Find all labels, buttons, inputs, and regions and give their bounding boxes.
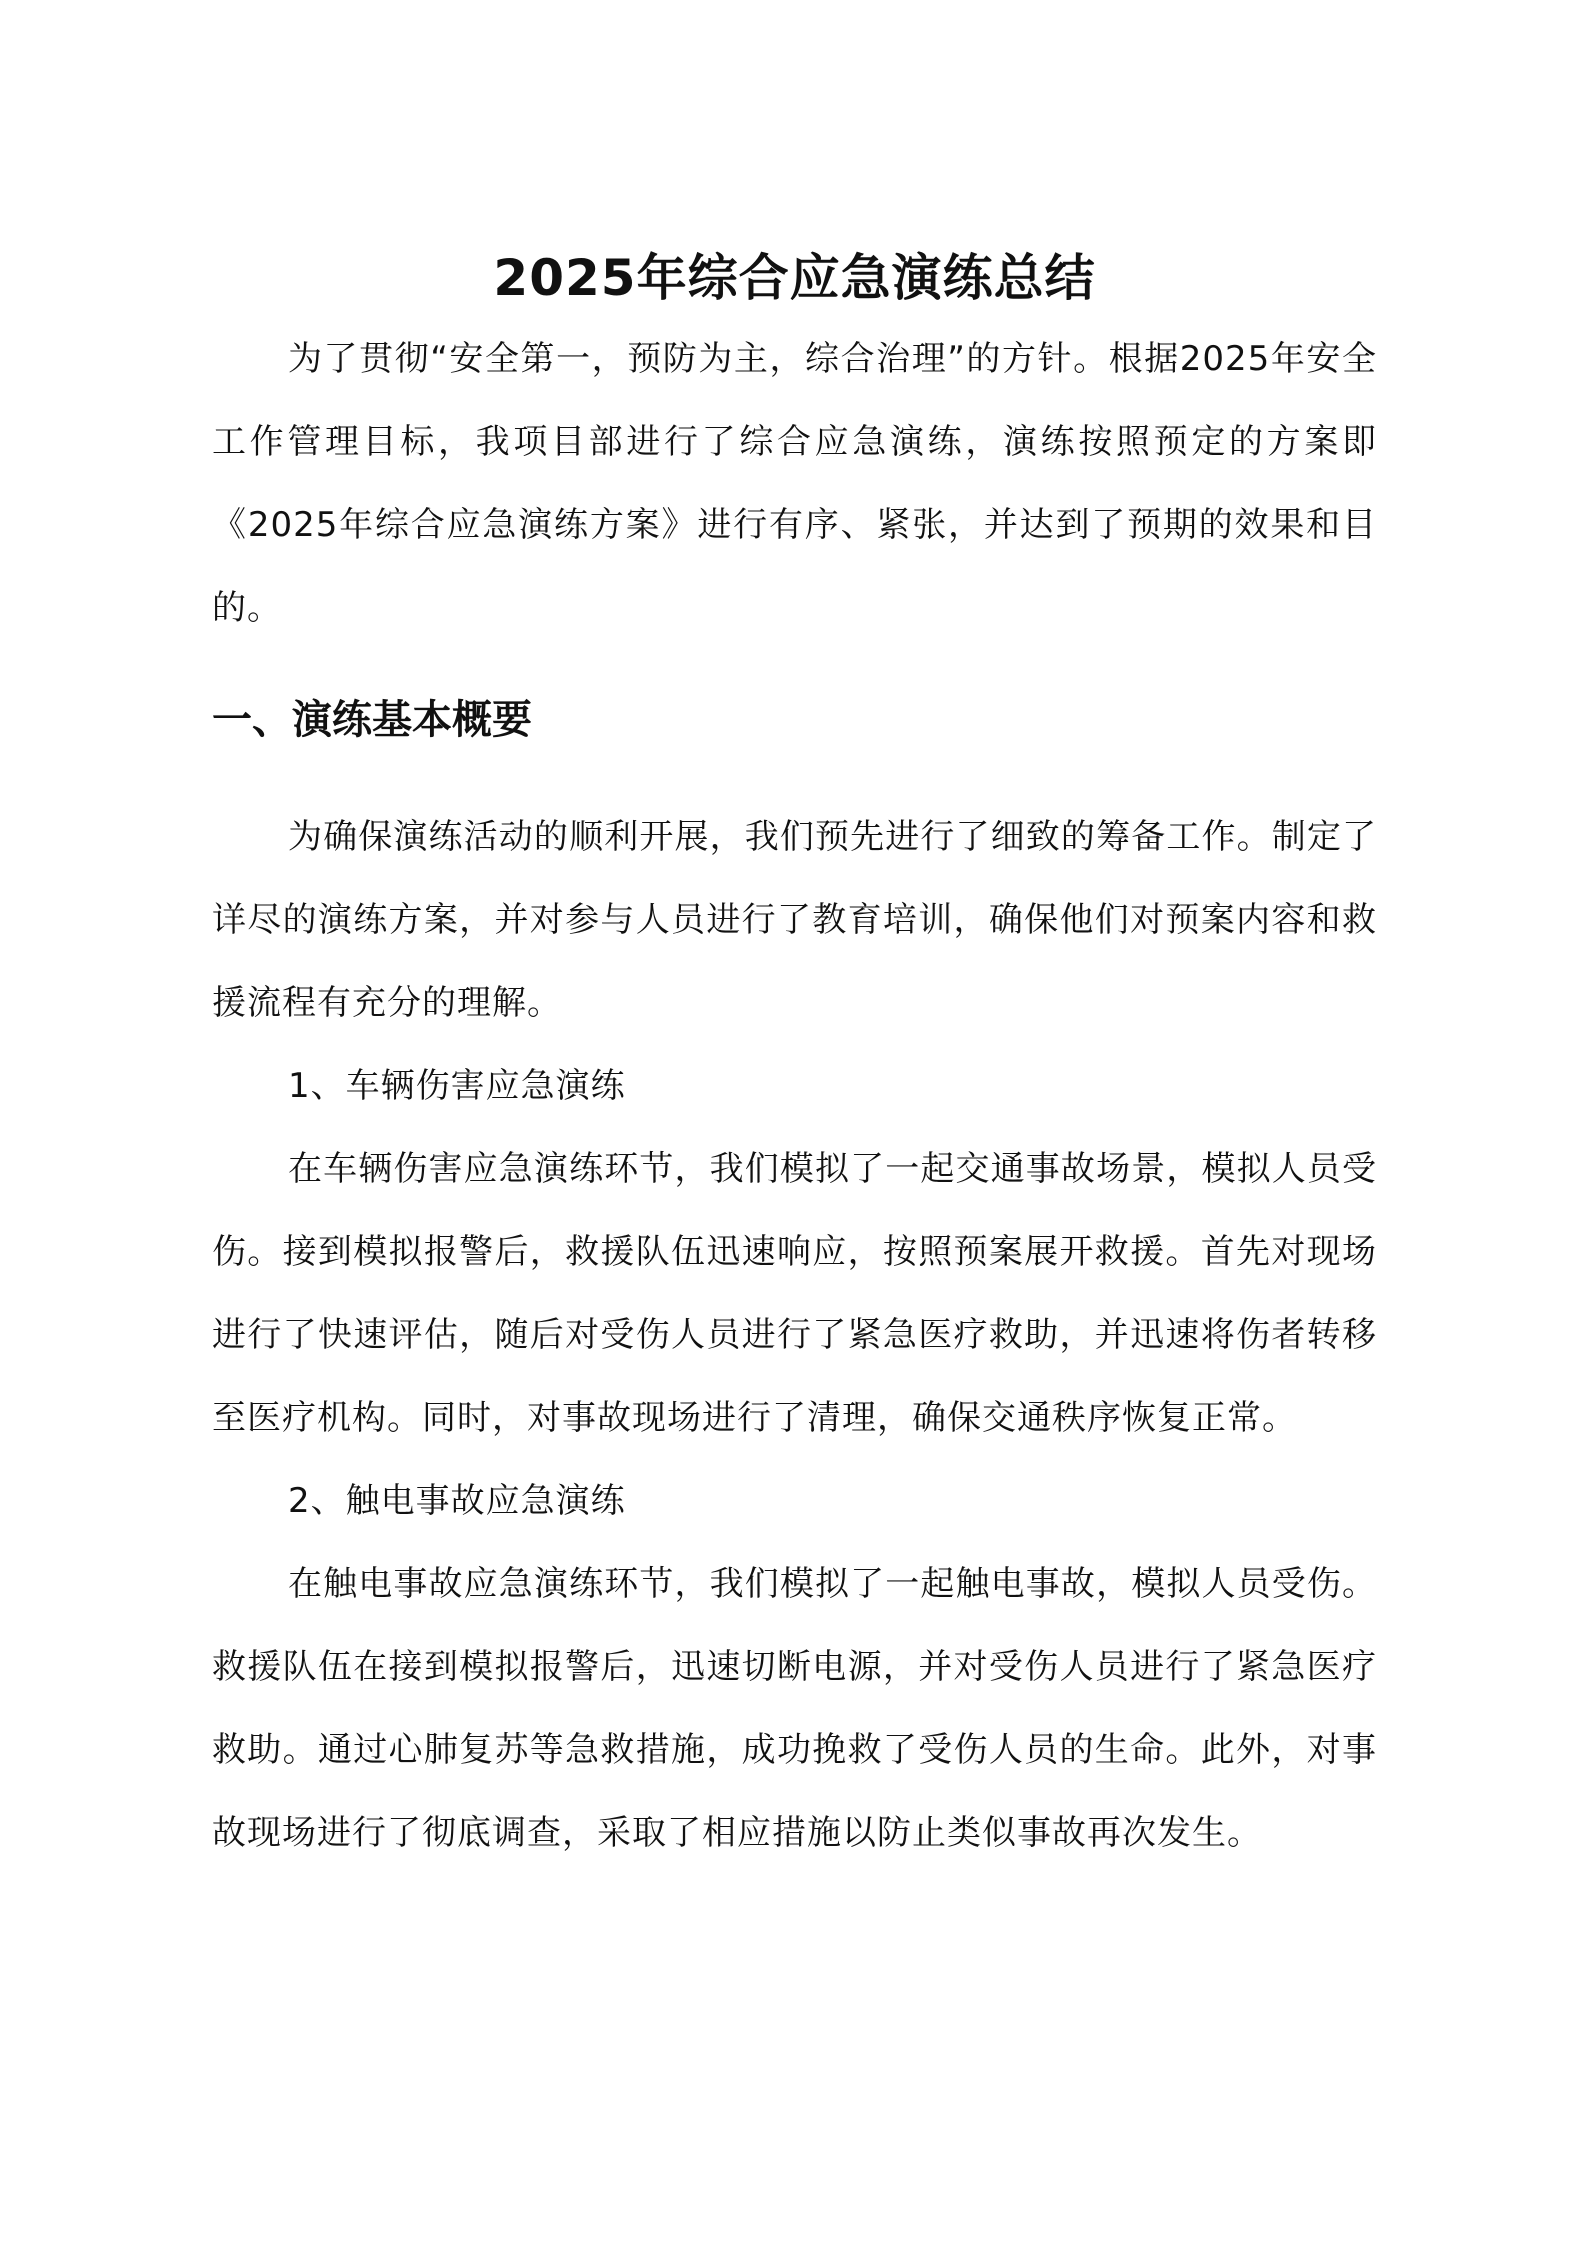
document-title: 2025年综合应急演练总结 <box>493 249 1096 307</box>
overview-paragraph: 为确保演练活动的顺利开展，我们预先进行了细致的筹备工作。制定了详尽的演练方案，并对参与人员进行了教育培训，确保他们对预案内容和救援流程有充分的理解。 <box>212 817 1377 1023</box>
vehicle-drill-paragraph: 在车辆伤害应急演练环节，我们模拟了一起交通事故场景，模拟人员受伤。接到模拟报警后，救援队伍迅速响应，按照预案展开救援。首先对现场进行了快速评估，随后对受伤人员进行了紧急医疗救助，并迅速将伤者转移至医疗机构。同时，对事故现场进行了清理，确保交通秩序恢复正常。 <box>212 1149 1377 1438</box>
subsection-heading-vehicle: 1、车辆伤害应急演练 <box>288 1066 626 1106</box>
subsection-heading-electric: 2、触电事故应急演练 <box>288 1481 626 1521</box>
document-body <box>212 246 1377 1875</box>
section-heading-overview: 一、演练基本概要 <box>212 697 532 743</box>
electric-drill-paragraph: 在触电事故应急演练环节，我们模拟了一起触电事故，模拟人员受伤。救援队伍在接到模拟报警后，迅速切断电源，并对受伤人员进行了紧急医疗救助。通过心肺复苏等急救措施，成功挽救了受伤人员的生命。此外，对事故现场进行了彻底调查，采取了相应措施以防止类似事故再次发生。 <box>212 1564 1377 1853</box>
intro-paragraph: 为了贯彻“安全第一，预防为主，综合治理”的方针。根据2025年安全工作管理目标，我项目部进行了综合应急演练，演练按照预定的方案即《2025年综合应急演练方案》进行有序、紧张，并达到了预期的效果和目的。 <box>212 339 1377 628</box>
